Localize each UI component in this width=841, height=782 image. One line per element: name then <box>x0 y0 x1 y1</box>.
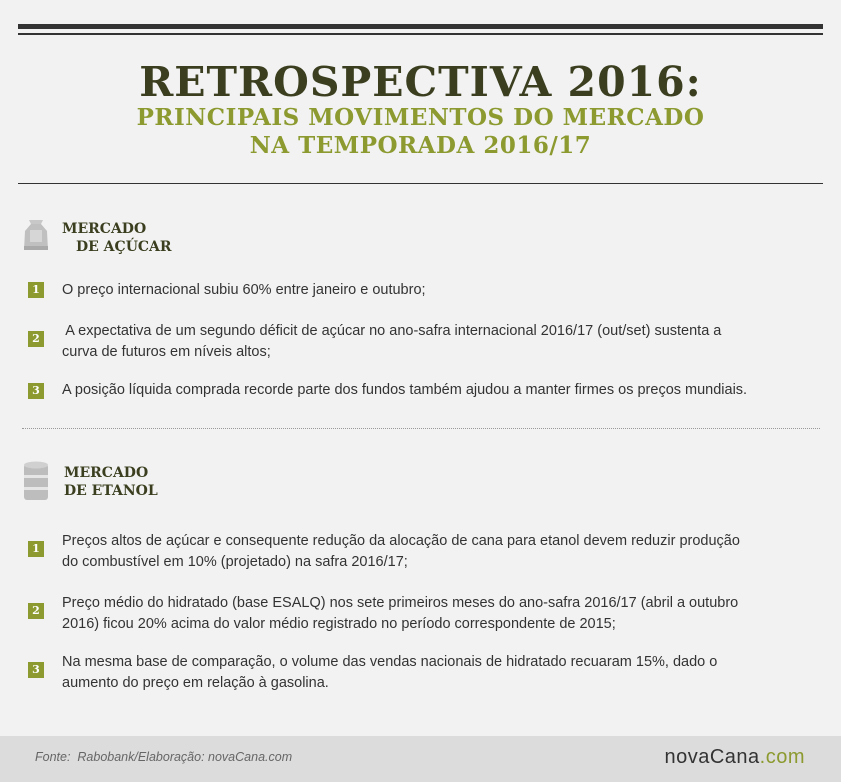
ethanol-item-text-1-line1: Preços altos de açúcar e consequente redução da alocação de cana para etanol devem reduzir produção <box>62 533 740 549</box>
ethanol-item-text-2-line2: 2016) ficou 20% acima do valor médio registrado no período correspondente de 2015; <box>62 616 616 632</box>
ethanol-item-text-3 <box>62 652 832 694</box>
section-title-sugar-line1: MERCADO <box>62 221 147 237</box>
sugar-bag-icon <box>22 216 50 259</box>
brand-logo <box>664 746 805 769</box>
section-title-ethanol-line2: DE ETANOL <box>64 483 158 499</box>
barrel-icon <box>22 460 50 509</box>
section-title-sugar-line2: DE AÇÚCAR <box>76 239 172 255</box>
top-rule-thin <box>18 33 823 35</box>
ethanol-item-text-1-line2: do combustível em 10% (projetado) na safra 2016/17; <box>62 554 408 570</box>
header-divider <box>18 183 823 184</box>
page-subtitle-line2: NA TEMPORADA 2016/17 <box>249 132 592 159</box>
ethanol-item-number-1: 1 <box>28 541 44 557</box>
ethanol-item-text-1 <box>62 531 832 573</box>
ethanol-item-text-3-line1: Na mesma base de comparação, o volume das vendas nacionais de hidratado recuaram 15%, dado o <box>62 654 718 670</box>
ethanol-item-text-3-line2: aumento do preço em relação à gasolina. <box>62 675 329 691</box>
top-rule-thick <box>18 24 823 29</box>
sugar-item-text-1: O preço internacional subiu 60% entre janeiro e outubro; <box>62 282 426 298</box>
brand-suffix: .com <box>759 746 805 768</box>
sugar-item-text-3: A posição líquida comprada recorde parte dos fundos também ajudou a manter firmes os preços mundiais. <box>62 382 748 398</box>
ethanol-item-number-2: 2 <box>28 603 44 619</box>
footer-bar <box>0 736 841 782</box>
ethanol-item-text-2-line1: Preço médio do hidratado (base ESALQ) nos sete primeiros meses do ano-safra 2016/17 (abril a outubro <box>62 595 739 611</box>
page-subtitle-line1: PRINCIPAIS MOVIMENTOS DO MERCADO <box>136 104 705 131</box>
sugar-item-text-2-line1: A expectativa de um segundo déficit de açúcar no ano-safra internacional 2016/17 (out/set) sustenta a <box>62 323 722 339</box>
source-credit: Fonte: Rabobank/Elaboração: novaCana.com <box>35 750 293 764</box>
sugar-item-number-2: 2 <box>28 331 44 347</box>
ethanol-item-number-3: 3 <box>28 662 44 678</box>
section-title-ethanol-line1: MERCADO <box>64 465 149 481</box>
sugar-item-text-2 <box>62 321 832 363</box>
brand-name: novaCana <box>664 746 760 768</box>
sugar-item-number-3: 3 <box>28 383 44 399</box>
page-title: RETROSPECTIVA 2016: <box>139 58 702 106</box>
sugar-item-number-1: 1 <box>28 282 44 298</box>
ethanol-item-text-2 <box>62 593 832 635</box>
sugar-item-text-2-line2: curva de futuros em níveis altos; <box>62 344 271 360</box>
section-divider <box>22 428 820 429</box>
